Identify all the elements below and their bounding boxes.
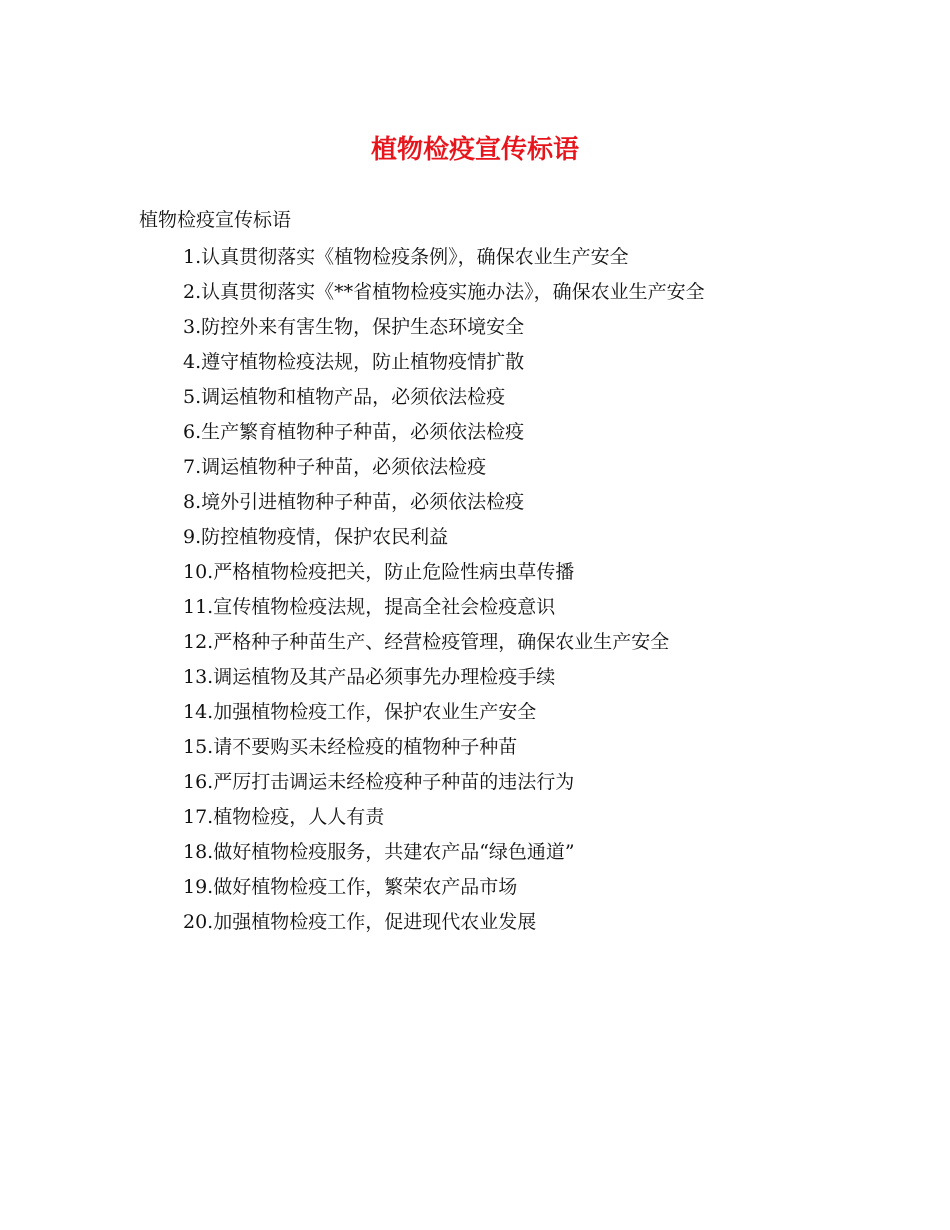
list-item: 17.植物检疫，人人有责 [183,806,385,828]
list-item: 11.宣传植物检疫法规，提高全社会检疫意识 [183,596,556,618]
list-item: 13.调运植物及其产品必须事先办理检疫手续 [183,666,556,688]
list-item: 9.防控植物疫情，保护农民利益 [183,526,449,548]
list-item: 20.加强植物检疫工作，促进现代农业发展 [183,911,537,933]
list-item: 6.生产繁育植物种子种苗，必须依法检疫 [183,421,525,443]
list-item: 14.加强植物检疫工作，保护农业生产安全 [183,701,537,723]
list-item: 8.境外引进植物种子种苗，必须依法检疫 [183,491,525,513]
page-title: 植物检疫宣传标语 [370,135,579,165]
list-item: 15.请不要购买未经检疫的植物种子种苗 [183,736,518,758]
list-item: 3.防控外来有害生物，保护生态环境安全 [183,316,525,338]
list-item: 18.做好植物检疫服务，共建农产品“绿色通道” [183,841,575,863]
slogan-list [183,240,705,940]
list-item: 7.调运植物种子种苗，必须依法检疫 [183,456,487,478]
list-item: 12.严格种子种苗生产、经营检疫管理，确保农业生产安全 [183,631,670,653]
list-item: 10.严格植物检疫把关，防止危险性病虫草传播 [183,561,575,583]
list-item: 5.调运植物和植物产品，必须依法检疫 [183,386,506,408]
list-item: 1.认真贯彻落实《植物检疫条例》，确保农业生产安全 [183,246,629,268]
list-item: 16.严厉打击调运未经检疫种子种苗的违法行为 [183,771,575,793]
list-item: 2.认真贯彻落实《**省植物检疫实施办法》，确保农业生产安全 [183,281,705,303]
section-heading: 植物检疫宣传标语 [139,209,292,231]
list-item: 19.做好植物检疫工作，繁荣农产品市场 [183,876,518,898]
list-item: 4.遵守植物检疫法规，防止植物疫情扩散 [183,351,525,373]
